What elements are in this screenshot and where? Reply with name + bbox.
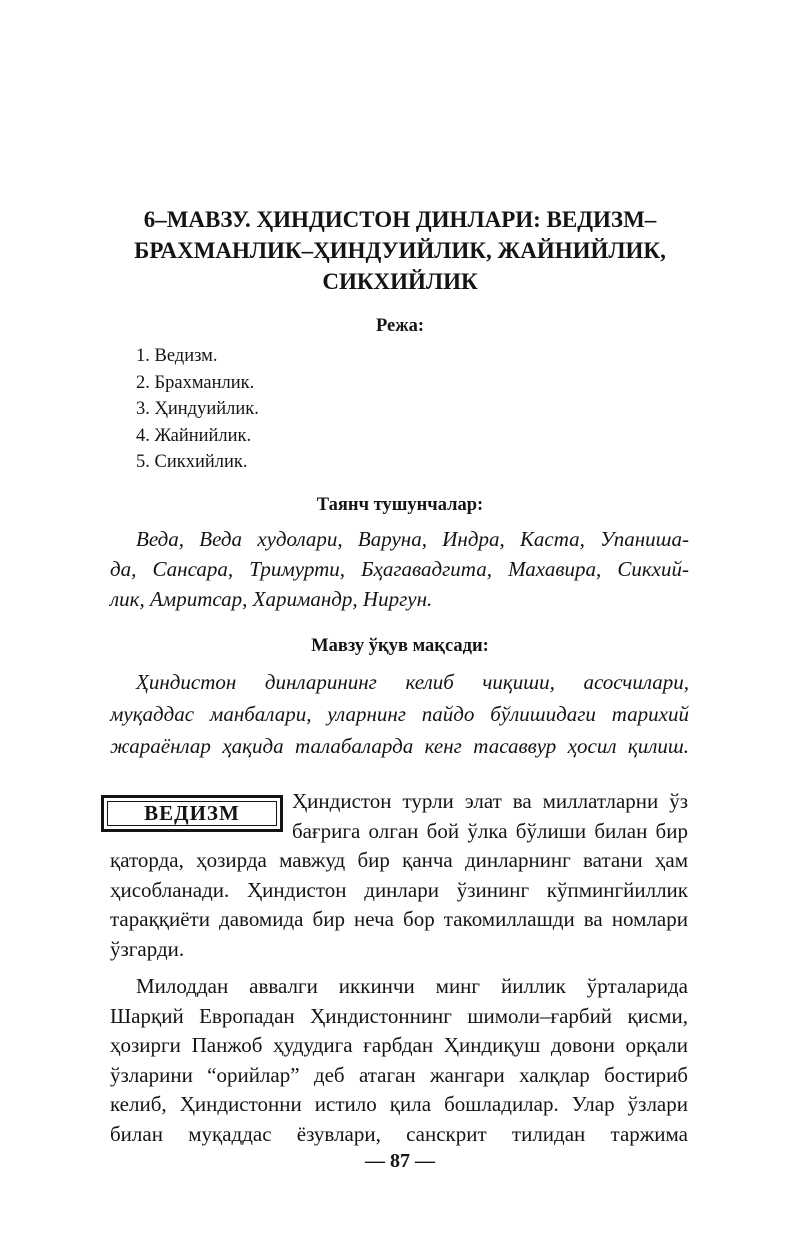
body-line: ўзларини “орийлар” деб атаган жангари халқлар бостириб [110,1062,688,1087]
page-number: — 87 — [365,1150,435,1172]
concepts-heading: Таянч тушунчалар: [316,495,484,515]
goal-heading: Мавзу ўқув мақсади: [311,636,489,656]
body-line: бағрига олган бой ўлка бўлиши билан бир [292,818,688,843]
plan-item: 3. Ҳиндуийлик. [136,399,259,419]
plan-heading: Режа: [375,316,425,336]
goal-line: муқаддас манбалари, уларнинг пайдо бўлишидаги тарихий [110,702,689,726]
body-line: ўзгарди. [110,936,185,961]
paragraph-gap [110,964,688,972]
body-line: Шарқий Европадан Ҳиндистоннинг шимоли–ғарбий қисми, [110,1003,688,1028]
plan-item: 4. Жайнийлик. [136,425,252,446]
concepts-line: Веда, Веда худолари, Варуна, Индра, Каста, Упаниша- [136,527,689,551]
section-label: ВЕДИЗМ [107,801,277,826]
chapter-title [110,204,690,297]
body-line: ҳисобланади. Ҳиндистон динлари ўзининг кўпмингйиллик [110,877,688,902]
concepts-text [110,524,689,614]
concepts-line: лик, Амритсар, Харимандр, Ниргун. [110,587,433,611]
body-text [110,787,688,1149]
chapter-title-line: СИКХИЙЛИК [322,269,478,294]
plan-list [136,343,259,476]
body-line: қаторда, ҳозирда мавжуд бир қанча динларнинг ватани ҳам [110,848,688,872]
plan-item: 1. Ведизм. [136,346,218,366]
body-line: Ҳиндистон турли элат ва миллатларни ўз [292,789,688,813]
chapter-title-line: БРАХМАНЛИК–ҲИНДУИЙЛИК, ЖАЙНИЙЛИК, [134,238,666,263]
plan-item: 2. Брахманлик. [136,372,255,393]
body-line: тараққиёти давомида бир неча бор такомиллашди ва номлари [110,907,688,931]
goal-line: жараёнлар ҳақида талабаларда кенг тасаввур ҳосил қилиш. [110,734,689,758]
body-line: ҳозирги Панжоб ҳудудига ғарбдан Ҳиндиқуш довони орқали [110,1033,688,1057]
chapter-title-line: 6–МАВЗУ. ҲИНДИСТОН ДИНЛАРИ: ВЕДИЗМ– [143,207,657,232]
goal-line: Ҳиндистон динларининг келиб чиқиши, асосчилари, [136,670,689,694]
body-line: келиб, Ҳиндистонни истило қила бошладилар. Улар ўзлари [110,1092,688,1116]
body-line: Милоддан аввалги иккинчи минг йиллик ўрталарида [136,974,688,998]
body-line: билан муқаддас ёзувлари, санскрит тилидан таржима [110,1121,688,1146]
concepts-line: да, Сансара, Тримурти, Бҳагавадгита, Махавира, Сикхий- [110,557,689,581]
plan-item: 5. Сикхийлик. [136,452,248,472]
goal-text [110,666,689,762]
